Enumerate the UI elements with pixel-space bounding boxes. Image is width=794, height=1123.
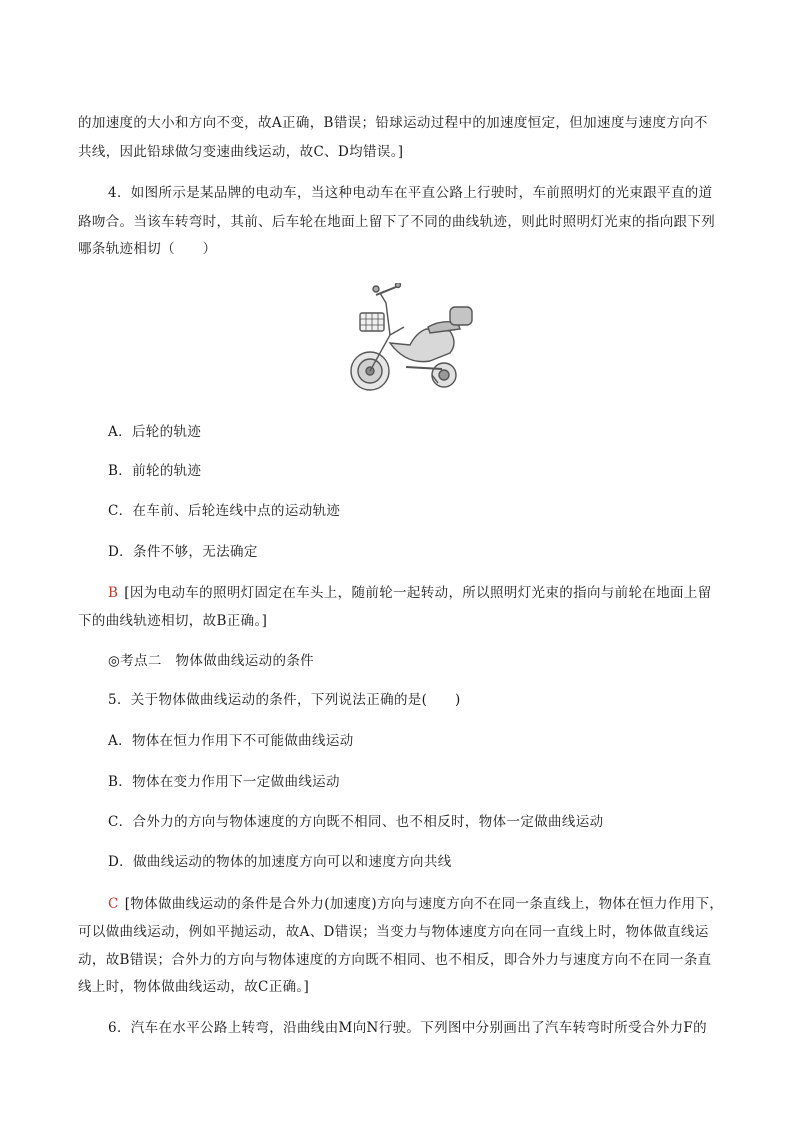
intro-line-2: 共线，因此铅球做匀变速曲线运动，故C、D均错误。] [78,144,404,160]
question-4-line-2: 路吻合。当该车转弯时，其前、后车轮在地面上留下了不同的曲线轨迹，则此时照明灯光束的指向跟下列 [78,214,716,230]
question-4-option-c: C．在车前、后轮连线中点的运动轨迹 [108,503,341,519]
question-5-stem: 5．关于物体做曲线运动的条件，下列说法正确的是( ) [108,692,461,708]
question-4-explanation-line-1 [108,583,712,603]
question-5-answer: C [108,896,119,912]
question-4-explanation-line-2: 下的曲线轨迹相切，故B正确。] [78,613,268,629]
question-4-option-b: B．前轮的轨迹 [108,463,202,479]
question-5-explanation-line-2: 可以做曲线运动，例如平抛运动，故A、D错误；当变力与物体速度方向在同一直线上时，物体做直线运 [78,924,709,940]
question-4-line-1: 4．如图所示是某品牌的电动车，当这种电动车在平直公路上行驶时，车前照明灯的光束跟平直的道 [108,185,713,201]
question-4-option-a: A．后轮的轨迹 [108,424,202,440]
question-5-option-c: C．合外力的方向与物体速度的方向既不相同、也不相反时，物体一定做曲线运动 [108,814,604,830]
question-4-line-3: 哪条轨迹相切（ ） [78,241,217,257]
section-title: ◎考点二 物体做曲线运动的条件 [108,653,315,669]
question-6-line-1: 6．汽车在水平公路上转弯，沿曲线由M向N行驶。下列图中分别画出了汽车转弯时所受合外力F的 [108,1020,707,1036]
question-5-explanation-line-3: 动，故B错误；合外力的方向与物体速度的方向既不相同、也不相反，即合外力与速度方向不在同一条直 [78,952,712,968]
intro-line-1: 的加速度的大小和方向不变，故A正确，B错误；铅球运动过程中的加速度恒定，但加速度与速度方向不 [78,115,708,131]
question-5-option-d: D．做曲线运动的物体的加速度方向可以和速度方向共线 [108,854,452,870]
question-5-explanation-line-4: 线上时，物体做曲线运动，故C正确。] [78,979,310,995]
electric-scooter-icon [346,283,476,395]
question-5-option-a: A．物体在恒力作用下不可能做曲线运动 [108,733,354,749]
question-4-explanation-text: [因为电动车的照明灯固定在车头上，随前轮一起转动，所以照明灯光束的指向与前轮在地面上留 [124,585,712,601]
question-5-explanation-text: [物体做曲线运动的条件是合外力(加速度)方向与速度方向不在同一条直线上，物体在恒力作用下， [124,896,724,912]
question-5-option-b: B．物体在变力作用下一定做曲线运动 [108,774,340,790]
question-4-option-d: D．条件不够，无法确定 [108,544,258,560]
question-4-answer: B [108,585,119,601]
question-5-explanation-line-1 [108,894,723,914]
